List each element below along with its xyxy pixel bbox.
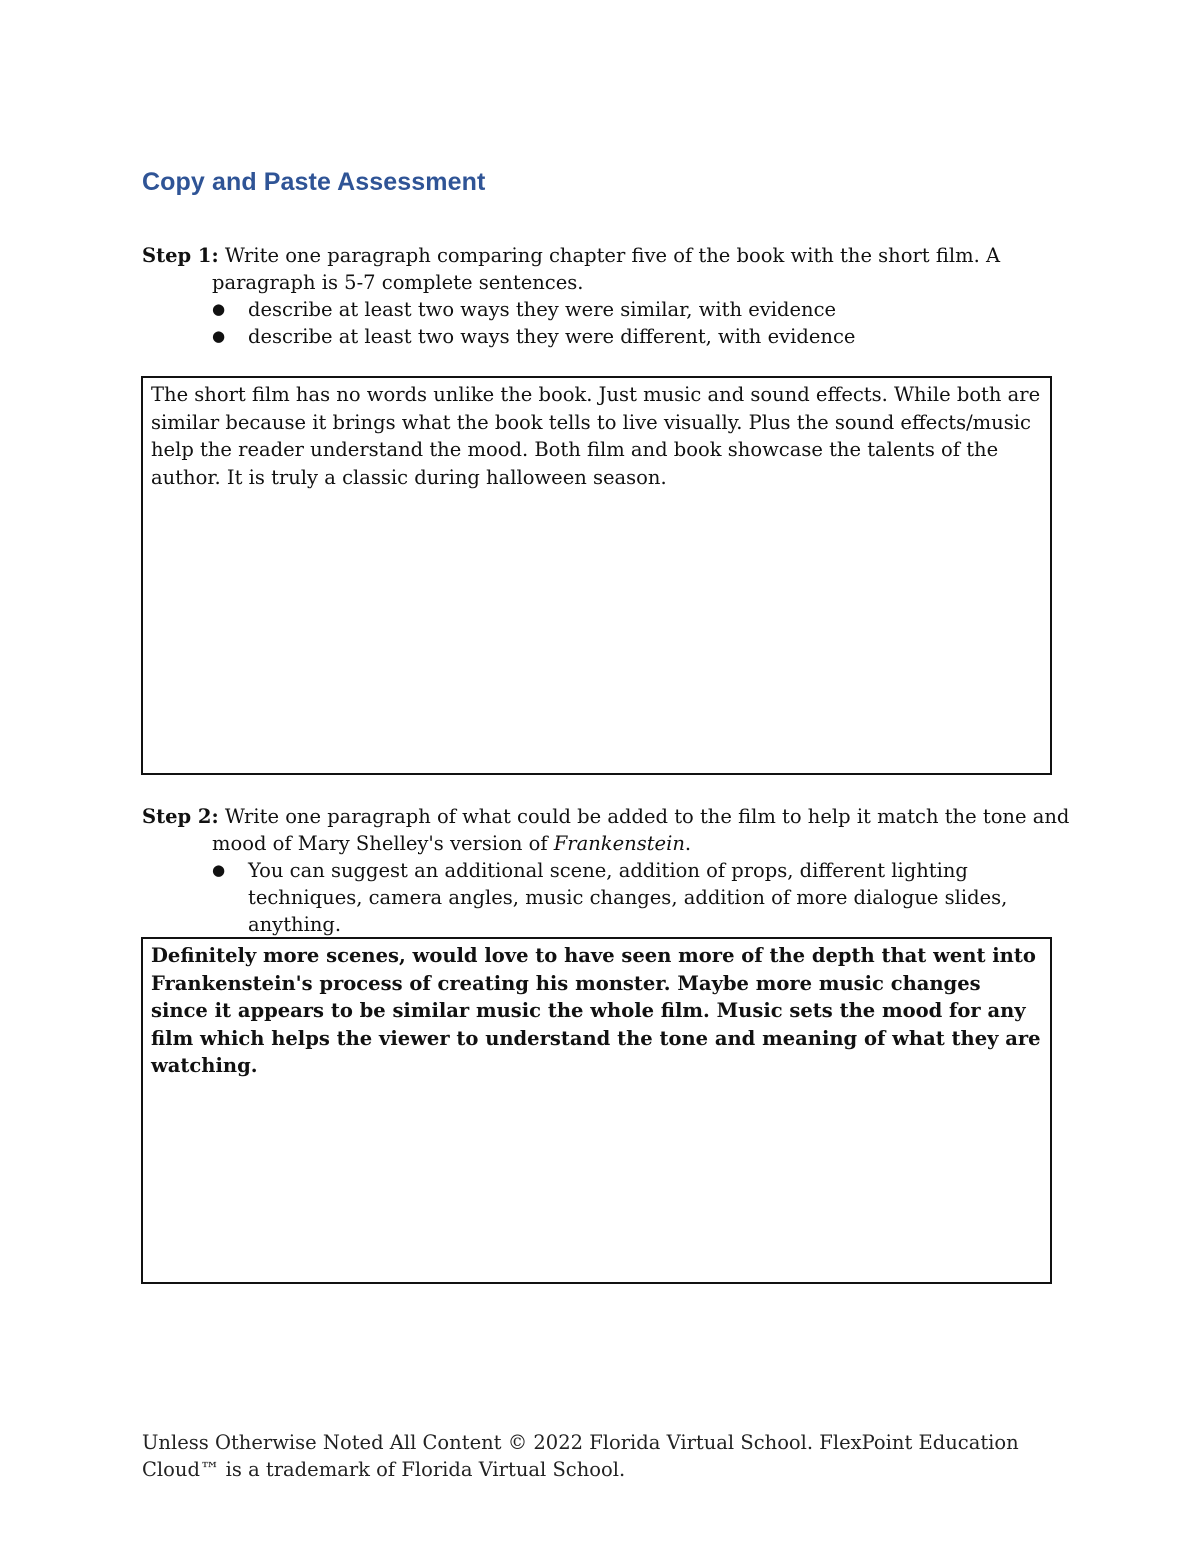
list-item — [212, 857, 1072, 938]
bullet-text: describe at least two ways they were similar, with evidence — [248, 298, 837, 321]
bullet-icon: ● — [212, 327, 226, 345]
list-item — [212, 323, 1072, 350]
step-2-section — [142, 803, 1072, 938]
step-1-answer-box[interactable]: The short film has no words unlike the book. Just music and sound effects. While both are similar because it brings what the book tells to live visually. Plus the sound effects/music help the reader understand the mood. Both film and book showcase the talents of the author. It is truly a classic during halloween season. — [141, 376, 1052, 775]
step-1-instruction — [142, 242, 1072, 296]
page-title: Copy and Paste Assessment — [142, 168, 486, 196]
copyright-footer: Unless Otherwise Noted All Content © 2022 Florida Virtual School. FlexPoint Education Cloud™ is a trademark of Florida Virtual School. — [142, 1431, 1019, 1481]
step-2-bullet-list — [142, 857, 1072, 938]
step-2-label: Step 2: — [142, 805, 219, 828]
step-1-label: Step 1: — [142, 244, 219, 267]
book-title: Frankenstein — [553, 832, 685, 855]
bullet-text: describe at least two ways they were different, with evidence — [248, 325, 856, 348]
list-item — [212, 296, 1072, 323]
step-1-section — [142, 242, 1072, 350]
step-2-instruction-end: . — [684, 832, 692, 855]
bullet-icon: ● — [212, 300, 226, 318]
step-1-instruction-text: Write one paragraph comparing chapter five of the book with the short film. A paragraph is 5-7 complete sentences. — [212, 244, 1001, 294]
step-1-bullet-list — [142, 296, 1072, 350]
step-2-instruction — [142, 803, 1072, 857]
step-2-answer-box[interactable]: Definitely more scenes, would love to have seen more of the depth that went into Frankenstein's process of creating his monster. Maybe more music changes since it appears to be similar music the whole film. Music sets the mood for any film which helps the viewer to understand the tone and meaning of what they are watching. — [141, 937, 1052, 1284]
bullet-icon: ● — [212, 861, 226, 879]
step-2-instruction-text: Write one paragraph of what could be added to the film to help it match the tone and mood of Mary Shelley's version of — [212, 805, 1070, 855]
bullet-text: You can suggest an additional scene, addition of props, different lighting techniques, camera angles, music changes, addition of more dialogue slides, anything. — [248, 859, 1008, 936]
